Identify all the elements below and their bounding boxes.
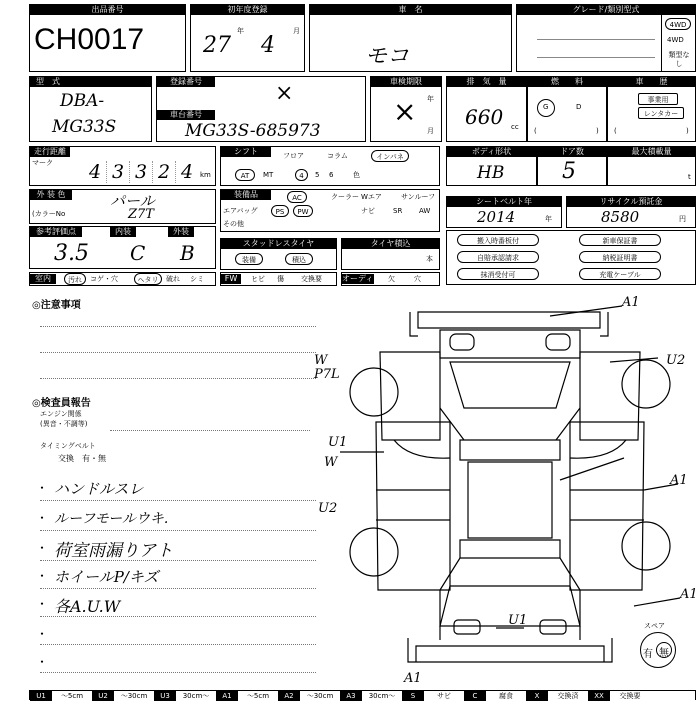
grade-box <box>516 4 696 72</box>
equip-sr: SR <box>393 207 403 215</box>
model-type-label: 型 式 <box>30 77 151 87</box>
engine-line <box>110 430 310 431</box>
grade-line-2 <box>537 57 655 58</box>
inspection-label: 車検期限 <box>371 77 441 87</box>
history-label: 車 歴 <box>608 77 695 87</box>
score: 3.5 <box>54 241 89 266</box>
damage-mark: W <box>324 455 338 470</box>
recycle-value: 8580 <box>601 208 640 226</box>
model-type-code: MG33S <box>52 117 117 137</box>
legend-value: サビ <box>437 692 451 700</box>
car-diagram <box>300 290 700 690</box>
tire-rear-left <box>350 528 398 576</box>
equip-airbag: エアバッグ <box>223 207 258 215</box>
roof-panel <box>468 462 552 538</box>
mileage-digit: 3 <box>107 161 130 183</box>
tire-front-right <box>622 360 670 408</box>
equip-cooler: クーラー <box>331 193 359 201</box>
score-box <box>29 226 216 269</box>
use-business: 事業用 <box>638 93 678 105</box>
note-rule <box>40 616 316 617</box>
fw-crack: ヒビ <box>251 275 265 283</box>
headlight-right <box>546 334 570 350</box>
rear-bumper <box>408 638 612 662</box>
caution-title: ◎注意事項 <box>32 300 81 311</box>
inspection-year-unit: 年 <box>427 95 434 103</box>
legend-value: ～5cm <box>60 692 84 700</box>
equip-aw: AW <box>419 207 431 215</box>
fuel-diesel: D <box>576 103 582 111</box>
legend-bar <box>29 690 696 700</box>
room-tear: 破れ <box>166 275 180 283</box>
note-bullet: ・ <box>36 541 49 555</box>
timing-value: 交換 有・無 <box>58 454 106 463</box>
color-code: Z7T <box>128 207 154 222</box>
windshield <box>450 362 570 408</box>
shift-speed-4: 4 <box>295 169 308 181</box>
damage-mark: U1 <box>328 435 348 450</box>
use-paren-left: ( <box>614 127 617 135</box>
displacement-label: 排 気 量 <box>447 77 526 87</box>
tire-front-left <box>350 368 398 416</box>
equip-other-label: その他 <box>223 220 244 228</box>
note-line: ルーフモールウキ. <box>54 511 169 527</box>
grade-line-1 <box>537 39 655 40</box>
mileage-digits <box>84 161 198 183</box>
equipment-label: 装備品 <box>221 190 271 200</box>
legend-key: A3 <box>340 691 362 701</box>
doors-box <box>537 146 607 186</box>
marker-line <box>550 306 622 316</box>
fuel-box <box>527 76 607 142</box>
room-label: 室内 <box>30 274 56 284</box>
note-bullet: ・ <box>36 627 49 641</box>
damage-mark: A1 <box>404 671 422 686</box>
services-box <box>446 230 696 285</box>
equip-ac: AC <box>287 191 307 203</box>
damage-mark: U1 <box>508 613 528 628</box>
recycle-label: リサイクル預託金 <box>567 197 695 207</box>
audio-missing: 欠 <box>388 275 395 283</box>
audio-label: オーディオ <box>342 274 382 283</box>
legend-key: X <box>526 691 548 701</box>
shift-mt: MT <box>263 171 274 179</box>
exterior-grade: B <box>180 241 195 265</box>
model-type-prefix: DBA- <box>60 91 105 111</box>
fuel-paren-right: ) <box>596 127 599 135</box>
front-left-fender <box>380 352 440 440</box>
note-bullet: ・ <box>36 569 49 583</box>
first-registration-box <box>190 4 305 72</box>
studless-label: スタッドレスタイヤ <box>221 239 336 249</box>
equip-navi: ナビ <box>361 207 375 215</box>
studless-equipped: 装備 <box>235 253 263 265</box>
service-insurance: 自賠承認請求 <box>457 251 539 263</box>
score-label: 参考評価点 <box>30 227 82 237</box>
audio-box <box>341 272 440 286</box>
doors: 5 <box>562 159 576 184</box>
legend-value: 30cm～ <box>368 692 396 700</box>
doors-label: ドア数 <box>538 147 606 157</box>
note-rule <box>40 560 316 561</box>
model-name-box <box>309 4 512 72</box>
note-rule <box>40 672 316 673</box>
mileage-unit: km <box>200 171 211 179</box>
exterior-label: 外装 <box>168 227 194 237</box>
equip-w-air: Wエア <box>361 193 382 201</box>
interior-label: 内装 <box>110 227 136 237</box>
body-type: HB <box>477 163 505 183</box>
shift-speed-5: 5 <box>315 171 320 179</box>
recycle-unit: 円 <box>679 215 686 223</box>
fuel-paren-left: ( <box>534 127 537 135</box>
month-unit: 月 <box>293 27 300 35</box>
shift-speed-6: 6 <box>329 171 334 179</box>
studless-loaded: 積込 <box>285 253 313 265</box>
service-charge-cable: 充電ケーブル <box>579 268 661 280</box>
tire-load-box <box>341 238 440 270</box>
legend-key: U1 <box>30 691 52 701</box>
grade-label: グレード/類別型式 <box>517 5 695 15</box>
note-rule <box>40 588 316 589</box>
room-dirt: 汚れ <box>64 273 86 285</box>
fuel-label: 燃 料 <box>528 77 606 87</box>
shift-instpanel: インパネ <box>371 150 409 162</box>
service-plate: 搬入時番板付 <box>457 234 539 246</box>
tire-rear-right <box>622 522 670 570</box>
history-box <box>607 76 696 142</box>
shift-column: コラム <box>327 152 348 160</box>
use-rental: レンタカー <box>638 107 684 119</box>
legend-key: A1 <box>216 691 238 701</box>
legend-value: ～30cm <box>306 692 334 700</box>
legend-key: S <box>402 691 424 701</box>
shift-at: AT <box>235 169 255 181</box>
displacement-unit: cc <box>511 123 519 131</box>
fw-replace: 交換要 <box>301 275 322 283</box>
mileage-digit: 3 <box>130 161 153 183</box>
registration-number-mark: × <box>275 81 294 106</box>
shift-floor: フロア <box>283 152 304 160</box>
seatbelt-year: 2014 <box>477 208 516 226</box>
equip-pw: PW <box>293 205 313 217</box>
inspector-title: ◎検査員報告 <box>32 398 91 409</box>
damage-mark: P7L <box>314 367 340 382</box>
damage-mark: U2 <box>318 501 338 516</box>
room-wear: ヘタリ <box>134 273 162 285</box>
damage-mark: A1 <box>622 295 640 310</box>
left-doors <box>376 422 450 590</box>
shift-box <box>220 146 440 186</box>
type-none-label: 類型なし <box>668 51 690 68</box>
note-rule <box>40 530 316 531</box>
audio-hole: 穴 <box>414 275 421 283</box>
equipment-box <box>220 189 440 232</box>
legend-key: U2 <box>92 691 114 701</box>
note-bullet: ・ <box>36 511 49 525</box>
legend-key: XX <box>588 691 610 701</box>
mileage-digit: 4 <box>180 161 194 183</box>
capacity-label: 最大積載量 <box>608 147 695 157</box>
left-door-curve <box>394 440 450 458</box>
color-label: 外 装 色 <box>30 190 72 200</box>
interior-grade: C <box>130 241 146 265</box>
caution-line <box>40 352 316 353</box>
right-door-curve <box>570 440 626 458</box>
note-rule <box>40 500 316 501</box>
note-line: ハンドルスレ <box>54 480 144 498</box>
room-burn: コゲ・穴 <box>90 275 118 283</box>
interior-condition-box <box>29 272 216 286</box>
note-line: 各A.U.W <box>54 597 121 616</box>
color-code-label: (カラーNo <box>32 210 66 218</box>
drive-4wd: 4WD <box>667 36 684 44</box>
studless-box <box>220 238 337 270</box>
registration-number-box <box>156 76 366 142</box>
damage-mark: A1 <box>680 587 698 602</box>
inspection-month-unit: 月 <box>427 127 434 135</box>
model-name-label: 車 名 <box>310 5 511 15</box>
fuel-gas: G <box>543 103 549 111</box>
service-warranty: 新車保証書 <box>579 234 661 246</box>
shift-label: シフト <box>221 147 271 157</box>
note-line: ホイールP/キズ <box>54 568 159 586</box>
recycle-box <box>566 196 696 228</box>
inspection-box <box>370 76 442 142</box>
lot-number-label: 出品番号 <box>30 5 185 15</box>
registration-month: 4 <box>261 33 275 58</box>
legend-value: 腐食 <box>499 692 513 700</box>
seatbelt-label: シートベルト年 <box>447 197 561 207</box>
equip-ps: PS <box>271 205 289 217</box>
spare-label: スペア <box>644 622 665 630</box>
engine-label: エンジン関係 <box>40 410 82 418</box>
drive-4wd-circled: 4WD <box>665 18 691 30</box>
seatbelt-unit: 年 <box>545 215 552 223</box>
year-unit: 年 <box>237 27 244 35</box>
windshield-box <box>220 272 337 286</box>
mark-label: マーク <box>32 159 53 167</box>
registration-number-label: 登録番号 <box>157 77 215 87</box>
note-bullet: ・ <box>36 655 49 669</box>
capacity-box <box>607 146 696 186</box>
seatbelt-box <box>446 196 562 228</box>
model-type-box <box>29 76 152 142</box>
use-paren-right: ) <box>686 127 689 135</box>
body-type-box <box>446 146 537 186</box>
fw-label: FW <box>221 274 241 284</box>
color-box <box>29 189 216 224</box>
fw-scratch: 傷 <box>277 275 284 283</box>
a-pillar <box>440 408 580 440</box>
legend-value: 交換要 <box>619 692 641 700</box>
damage-mark: U2 <box>666 353 686 368</box>
mileage-digit: 4 <box>84 161 107 183</box>
legend-value: ～5cm <box>246 692 270 700</box>
service-cancel: 抹消受付可 <box>457 268 539 280</box>
service-tax-cert: 納税証明書 <box>579 251 661 263</box>
registration-year: 27 <box>203 33 231 58</box>
marker-line <box>634 598 680 606</box>
tire-load-unit: 本 <box>426 255 433 263</box>
legend-key: U3 <box>154 691 176 701</box>
caution-line <box>40 326 316 327</box>
note-bullet: ・ <box>36 597 49 611</box>
legend-value: 30cm～ <box>182 692 210 700</box>
mileage-digit: 2 <box>153 161 176 183</box>
legend-value: 交換済 <box>557 692 579 700</box>
spare-yes: 有 <box>643 649 653 660</box>
timing-label: タイミングベルト <box>40 442 96 450</box>
tail-light-left <box>454 620 480 634</box>
c-pillar <box>440 558 580 590</box>
displacement-value: 660 <box>465 105 504 129</box>
model-name: モコ <box>365 44 410 69</box>
legend-value: ～30cm <box>120 692 148 700</box>
chassis-number: MG33S-685973 <box>185 121 321 141</box>
headlight-left <box>450 334 474 350</box>
mileage-label: 走行距離 <box>30 147 70 157</box>
note-line: 荷室雨漏りアト <box>54 541 173 561</box>
roof-frame <box>460 440 560 558</box>
lot-number-box <box>29 4 186 72</box>
shift-other: 色 <box>353 171 360 179</box>
color-value: パール <box>110 192 155 210</box>
caution-line <box>40 378 316 379</box>
capacity-unit: t <box>688 173 691 181</box>
chassis-number-label: 車台番号 <box>157 110 215 120</box>
damage-mark: W <box>314 353 328 368</box>
tire-load-label: タイヤ積込 <box>342 239 439 249</box>
lot-number: CH0017 <box>34 23 145 56</box>
note-rule <box>40 644 316 645</box>
damage-mark: A1 <box>670 473 688 488</box>
right-doors <box>570 422 644 590</box>
note-bullet: ・ <box>36 481 49 495</box>
tail-light-right <box>540 620 566 634</box>
body-type-label: ボディ形状 <box>447 147 536 157</box>
engine-sub: (異音・不調等) <box>40 420 88 428</box>
legend-key: A2 <box>278 691 300 701</box>
first-registration-label: 初年度登録 <box>191 5 304 15</box>
spare-no: 無 <box>659 648 669 659</box>
displacement-box <box>446 76 527 142</box>
equip-sunroof: サンルーフ <box>401 193 436 201</box>
mileage-box <box>29 146 216 186</box>
legend-key: C <box>464 691 486 701</box>
room-stain: シミ <box>190 275 204 283</box>
inspection-mark: × <box>393 95 417 128</box>
